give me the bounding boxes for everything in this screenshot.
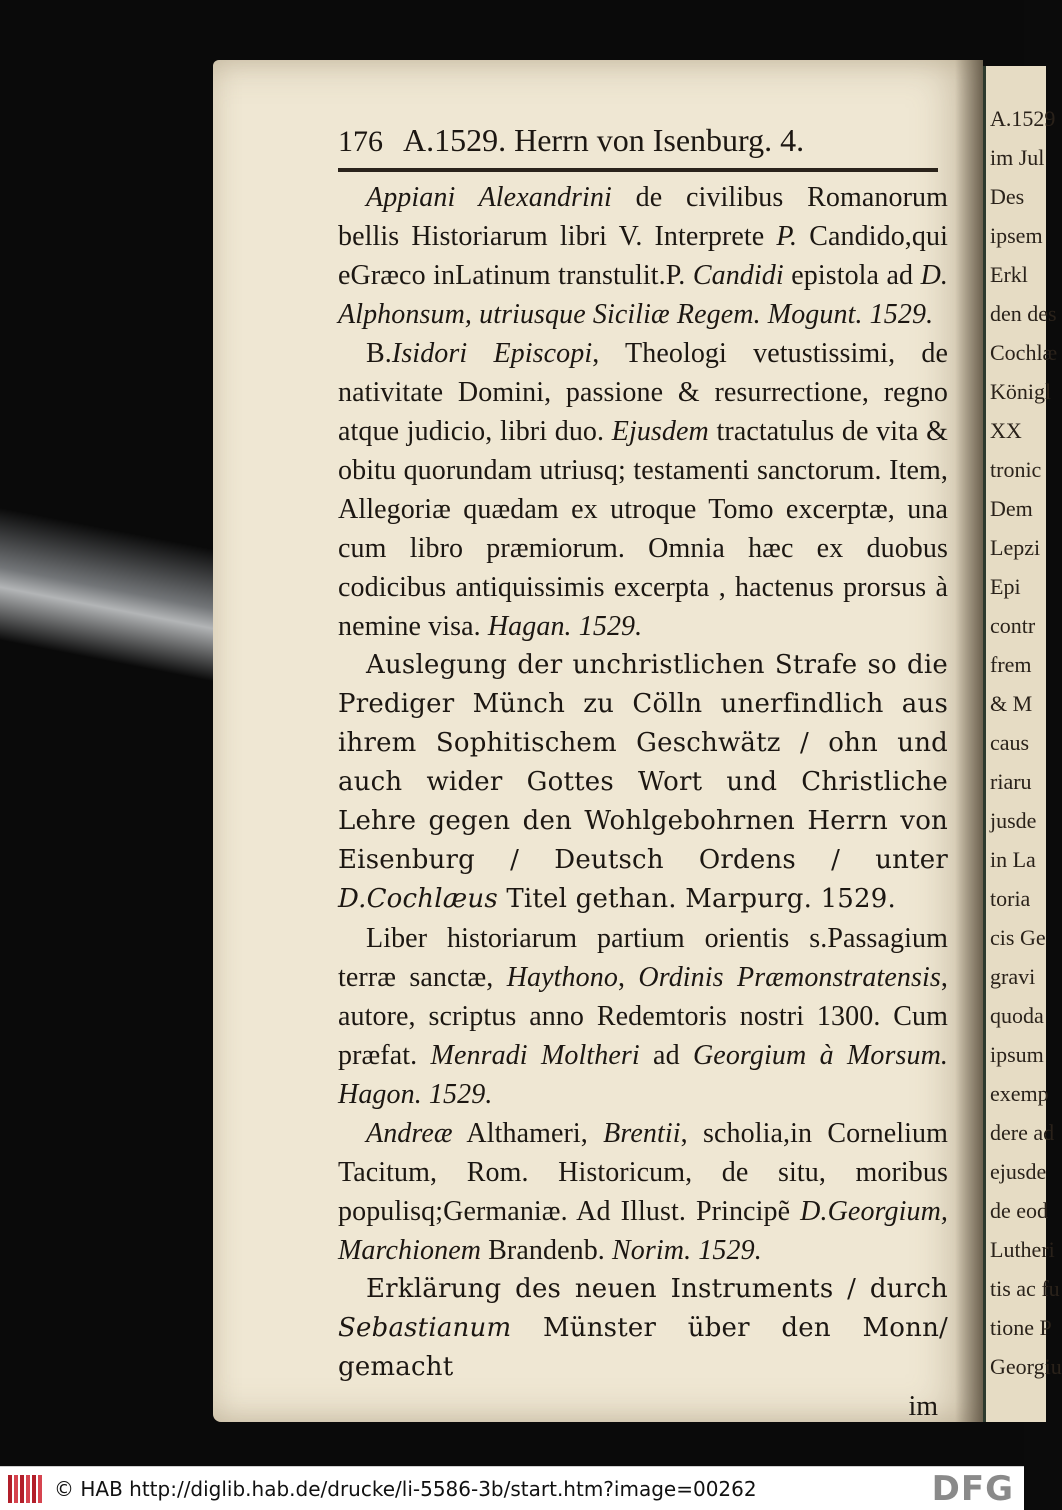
entry-text: B. [366, 338, 392, 369]
running-head-title: A.1529. Herrn von Isenburg. 4. [403, 122, 805, 158]
hab-logo-icon [8, 1475, 42, 1503]
facing-page-line: cis Ge [990, 925, 1046, 950]
entry-text: , autore, scriptus anno Redemtoris nostri 1300. Cum præfat. [338, 962, 948, 1071]
facing-page-line: tis ac fu [990, 1276, 1060, 1301]
entry-italic-text: Sebastianum [338, 1313, 512, 1343]
facing-page-line: Lutheri [990, 1237, 1055, 1262]
entry-italic-text: D.Cochlæus [338, 884, 498, 914]
facing-page-line: Georgiu [990, 1354, 1062, 1379]
header-rule [338, 168, 938, 172]
entry-italic-text: Appiani Alexandrini [366, 182, 612, 213]
entry-text: Erklärung des neuen Instruments / durch [366, 1274, 948, 1304]
facing-page-line: den des [990, 301, 1057, 326]
facing-page-line: toria [990, 886, 1031, 911]
facing-page-line: ipsum [990, 1042, 1044, 1067]
bibliography-entries [338, 178, 948, 1387]
facing-page-line: ipsem [990, 223, 1043, 248]
entry-text: de civilibus Romanorum bellis Historiarum libri V. Interprete [338, 182, 949, 252]
entry-italic-text: Hagan. 1529. [487, 611, 643, 642]
light-glare [0, 506, 238, 681]
entry-text: ad [639, 1040, 693, 1071]
bibliography-entry [338, 334, 948, 646]
facing-page-line: Des [990, 184, 1025, 209]
bibliography-entry [338, 1270, 948, 1387]
facing-page-line: Dem [990, 496, 1033, 521]
facing-page-line: caus [990, 730, 1030, 755]
entry-text: , [617, 962, 639, 993]
entry-italic-text: Norim. 1529. [612, 1235, 762, 1266]
facing-page-line: quoda [990, 1003, 1044, 1028]
facing-page-line: im Jul [990, 145, 1045, 170]
entry-text: Auslegung der unchristlichen Strafe so die Prediger Münch zu Cölln unerfindlich aus ihrem Sophitischem Geschwätz / ohn und auch wider Gottes Wort und Christliche Lehre gegen den Wohlgebohrnen Herrn von Eisenburg / Deutsch Ordens / unter [338, 650, 948, 875]
facing-page-line: de eod [990, 1198, 1049, 1223]
bibliography-entry [338, 1114, 948, 1270]
facing-page-line: jusde [990, 808, 1037, 833]
facing-page-line: & M [990, 691, 1033, 716]
facing-page-line: Epi [990, 574, 1021, 599]
facing-page-line: Cochlæ [990, 340, 1058, 365]
bibliography-entry [338, 178, 948, 334]
entry-italic-text: Ejusdem [611, 416, 709, 447]
entry-italic-text: D. Alphonsum, utriusque Siciliæ Regem. Mogunt. 1529. [338, 260, 948, 330]
facing-page-line: XX [990, 418, 1022, 443]
entry-text: Althameri, [452, 1118, 604, 1149]
facing-page-line: Erkl [990, 262, 1028, 287]
attribution-bar [0, 1466, 1024, 1510]
facing-page-line: dere ad [990, 1120, 1055, 1145]
facing-page-line: Königl [990, 379, 1052, 404]
entry-italic-text: Georgium à Morsum. Hagon. 1529. [338, 1040, 948, 1110]
entry-italic-text: Menradi Moltheri [430, 1040, 640, 1071]
dfg-logo: DFG [931, 1468, 1014, 1509]
bibliography-entry [338, 919, 948, 1114]
entry-text: tractatulus de vita & obitu quorundam utriusq; testamenti sanctorum. Item, Allegoriæ quædam ex utroque Tomo excerptæ, una cum libro præmiorum. Omnia hæc ex duobus codicibus antiquissimis excerpta , hactenus prorsus à nemine visa. [338, 416, 948, 642]
facing-page-line: A.1529 [990, 106, 1056, 131]
entry-italic-text: Isidori Episcopi [391, 338, 593, 369]
facing-page [983, 66, 1062, 1422]
copyright-link[interactable]: © HAB http://diglib.hab.de/drucke/li-5586-3b/start.htm?image=00262 [54, 1476, 757, 1501]
entry-text: Brandenb. [481, 1235, 613, 1266]
entry-text: epistola ad [783, 260, 921, 291]
entry-text: Candido,qui eGræco inLatinum transtulit.P. [338, 221, 948, 291]
facing-page-line: frem [990, 652, 1032, 677]
entry-text: Münster über den Monn/ gemacht [338, 1313, 948, 1382]
facing-page-line: in La [990, 847, 1036, 872]
entry-italic-text: Brentii [603, 1118, 681, 1149]
facing-page-line: ejusde [990, 1159, 1047, 1184]
bibliography-entry [338, 646, 948, 919]
entry-text: Titel gethan. Marpurg. 1529. [497, 884, 897, 914]
facing-page-line: contr [990, 613, 1036, 638]
page-gutter-shadow [955, 60, 983, 1422]
entry-italic-text: Haythono [506, 962, 618, 993]
facing-page-line: tronic [990, 457, 1042, 482]
entry-text: Liber historiarum partium orientis s.Passagium terræ sanctæ, [338, 923, 948, 993]
entry-italic-text: Andreæ [366, 1118, 453, 1149]
facing-page-line: gravi [990, 964, 1036, 989]
entry-italic-text: P. [776, 221, 798, 252]
facing-page-line: riaru [990, 769, 1032, 794]
entry-text: , Theologi vetustissimi, de nativitate Domini, passione & resurrectione, regno atque judicio, libri duo. [338, 338, 949, 447]
running-head [338, 120, 948, 162]
page-number: 176 [338, 125, 383, 158]
page-text-block [338, 120, 948, 1426]
catchword: im [908, 1391, 938, 1422]
facing-page-line: exemp [990, 1081, 1049, 1106]
entry-italic-text: Candidi [692, 260, 784, 291]
entry-italic-text: Ordinis Præmonstratensis [638, 962, 941, 993]
entry-text: , scholia,in Cornelium Tacitum, Rom. Historicum, de situ, moribus populisq;Germaniæ. Ad Illust. Principẽ [338, 1118, 948, 1227]
facing-page-line: tione P [990, 1315, 1052, 1340]
facing-page-line: Lepzi [990, 535, 1041, 560]
entry-italic-text: D.Georgium, Marchionem [338, 1196, 948, 1266]
